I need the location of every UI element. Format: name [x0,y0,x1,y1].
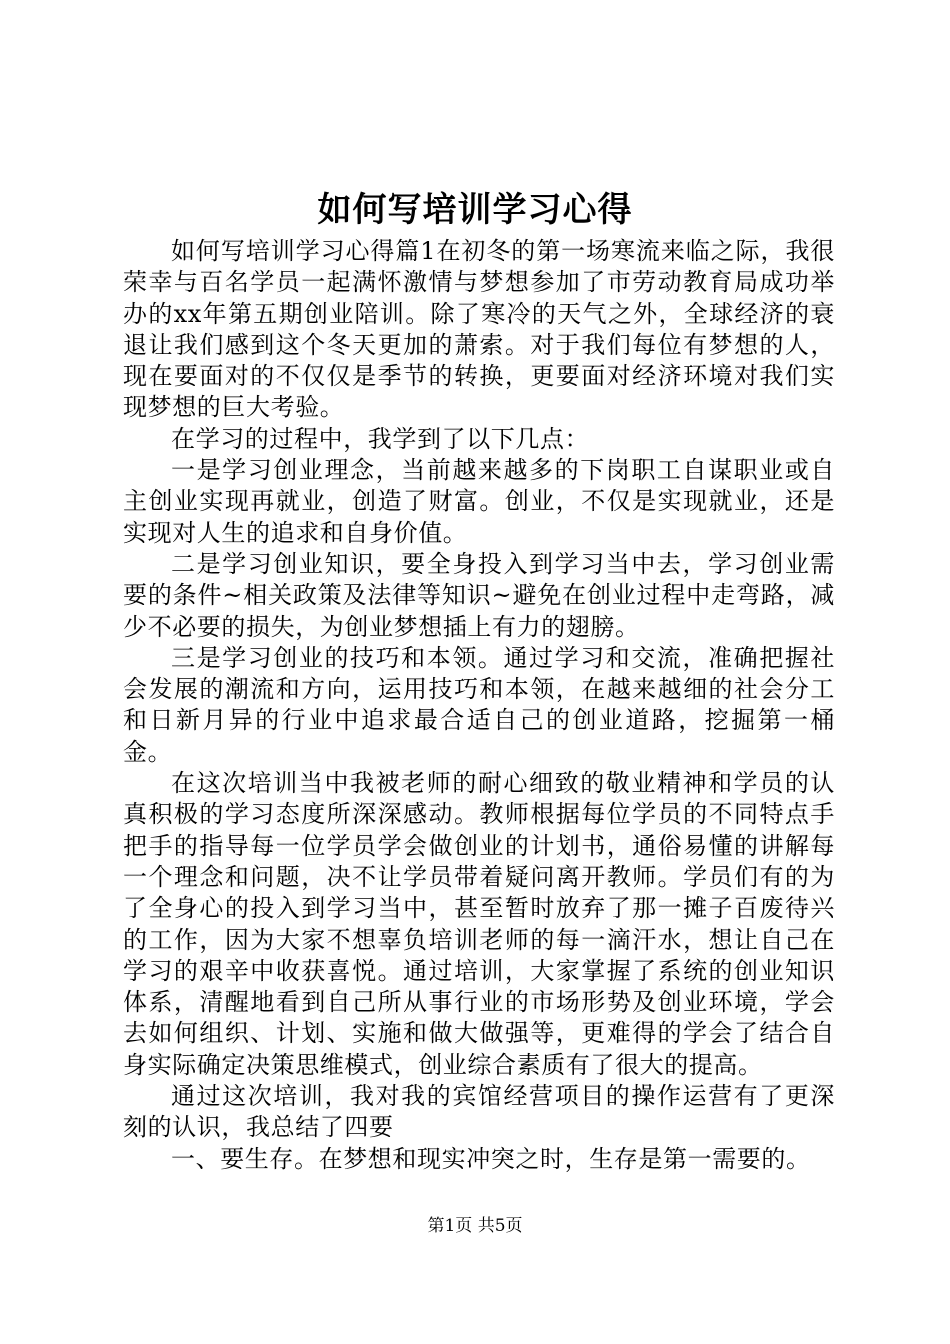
paragraph: 一是学习创业理念，当前越来越多的下岗职工自谋职业或自主创业实现再就业，创造了财富。创业，不仅是实现就业，还是实现对人生的追求和自身价值。 [123,456,835,547]
paragraph: 在这次培训当中我被老师的耐心细致的敬业精神和学员的认真积极的学习态度所深深感动。教师根据每位学员的不同特点手把手的指导每一位学员学会做创业的计划书，通俗易懂的讲解每一个理念和问题，决不让学员带着疑问离开教师。学员们有的为了全身心的投入到学习当中，甚至暂时放弃了那一摊子百废待兴的工作，因为大家不想辜负培训老师的每一滴汗水，想让自己在学习的艰辛中收获喜悦。通过培训，大家掌握了系统的创业知识体系，清醒地看到自己所从事行业的市场形势及创业环境，学会去如何组织、计划、实施和做大做强等，更难得的学会了结合自身实际确定决策思维模式，创业综合素质有了很大的提高。 [123,769,835,1079]
page-footer: 第1页 共5页 [427,1216,523,1236]
paragraph: 一、要生存。在梦想和现实冲突之时，生存是第一需要的。 [171,1144,811,1173]
paragraph: 三是学习创业的技巧和本领。通过学习和交流，准确把握社会发展的潮流和方向，运用技巧和本领，在越来越细的社会分工和日新月异的行业中追求最合适自己的创业道路，挖掘第一桶金。 [123,643,835,766]
paragraph: 通过这次培训，我对我的宾馆经营项目的操作运营有了更深刻的认识，我总结了四要 [123,1082,835,1142]
paragraph: 在学习的过程中，我学到了以下几点： [171,424,590,453]
document-title: 如何写培训学习心得 [317,190,633,230]
document-body [123,236,835,1175]
paragraph: 如何写培训学习心得篇1在初冬的第一场寒流来临之际，我很荣幸与百名学员一起满怀激情与梦想参加了市劳动教育局成功举办的xx年第五期创业陪训。除了寒冷的天气之外，全球经济的衰退让我们感到这个冬天更加的萧索。对于我们每位有梦想的人，现在要面对的不仅仅是季节的转换，更要面对经济环境对我们实现梦想的巨大考验。 [123,237,835,422]
paragraph: 二是学习创业知识，要全身投入到学习当中去，学习创业需要的条件~相关政策及法律等知识~避免在创业过程中走弯路，减少不必要的损失，为创业梦想插上有力的翅膀。 [123,549,835,641]
